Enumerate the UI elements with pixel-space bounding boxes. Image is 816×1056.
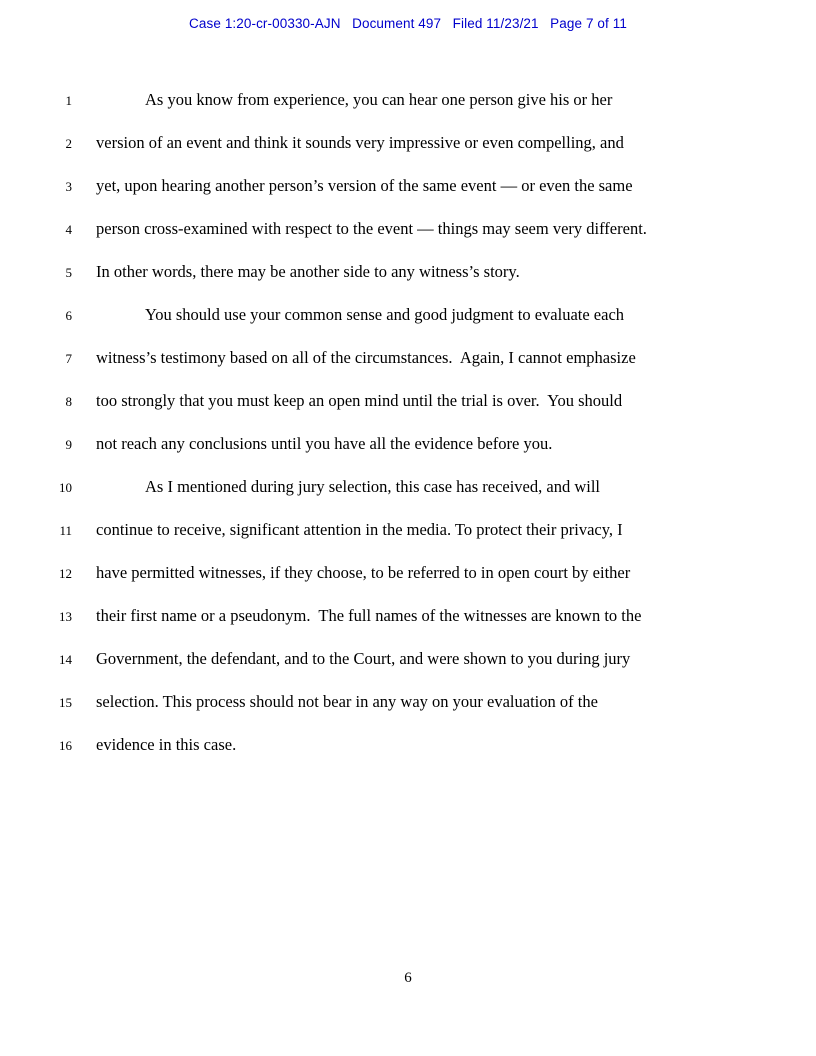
document-line — [0, 379, 816, 422]
document-line — [0, 551, 816, 594]
line-number: 7 — [65, 351, 72, 366]
page-number: 6 — [404, 970, 412, 986]
line-number: 4 — [65, 222, 72, 237]
document-line — [0, 164, 816, 207]
line-text: evidence in this case. — [96, 735, 237, 754]
document-line — [0, 723, 816, 766]
case-caption-header: Case 1:20-cr-00330-AJN Document 497 Filed 11/23/21 Page 7 of 11 — [189, 16, 627, 31]
document-line — [0, 250, 816, 293]
line-number: 11 — [59, 523, 72, 538]
line-number: 5 — [65, 265, 72, 280]
document-line — [0, 293, 816, 336]
document-body — [0, 78, 816, 766]
line-text: Government, the defendant, and to the Court, and were shown to you during jury — [96, 649, 631, 668]
document-line — [0, 207, 816, 250]
line-number: 15 — [59, 695, 72, 710]
line-number: 3 — [65, 179, 72, 194]
lines — [0, 78, 816, 766]
line-text: not reach any conclusions until you have all the evidence before you. — [96, 434, 553, 453]
line-text: witness’s testimony based on all of the circumstances. Again, I cannot emphasize — [96, 348, 636, 367]
line-number: 12 — [59, 566, 72, 581]
line-number: 14 — [59, 652, 72, 667]
line-text: You should use your common sense and good judgment to evaluate each — [145, 305, 625, 324]
line-number: 10 — [59, 480, 72, 495]
line-text: continue to receive, significant attention in the media. To protect their privacy, I — [96, 520, 623, 539]
line-text: selection. This process should not bear in any way on your evaluation of the — [96, 692, 598, 711]
line-text: version of an event and think it sounds very impressive or even compelling, and — [96, 133, 624, 152]
document-line — [0, 121, 816, 164]
line-number: 16 — [59, 738, 72, 753]
line-text: have permitted witnesses, if they choose, to be referred to in open court by either — [96, 563, 631, 582]
line-text: yet, upon hearing another person’s version of the same event — or even the same — [96, 176, 633, 195]
document-line — [0, 637, 816, 680]
line-text: their first name or a pseudonym. The full names of the witnesses are known to the — [96, 606, 642, 625]
line-number: 6 — [65, 308, 72, 323]
line-number: 13 — [59, 609, 72, 624]
line-text: person cross-examined with respect to the event — things may seem very different. — [96, 219, 647, 238]
line-text: too strongly that you must keep an open mind until the trial is over. You should — [96, 391, 623, 410]
document-line — [0, 680, 816, 723]
line-number: 8 — [65, 394, 72, 409]
line-number: 2 — [65, 136, 72, 151]
line-text: As you know from experience, you can hear one person give his or her — [145, 90, 613, 109]
line-text: In other words, there may be another side to any witness’s story. — [96, 262, 520, 281]
document-line — [0, 508, 816, 551]
document-line — [0, 78, 816, 121]
line-number: 1 — [65, 93, 72, 108]
document-line — [0, 594, 816, 637]
line-text: As I mentioned during jury selection, this case has received, and will — [145, 477, 600, 496]
document-line — [0, 465, 816, 508]
document-line — [0, 336, 816, 379]
document-line — [0, 422, 816, 465]
line-number: 9 — [65, 437, 72, 452]
